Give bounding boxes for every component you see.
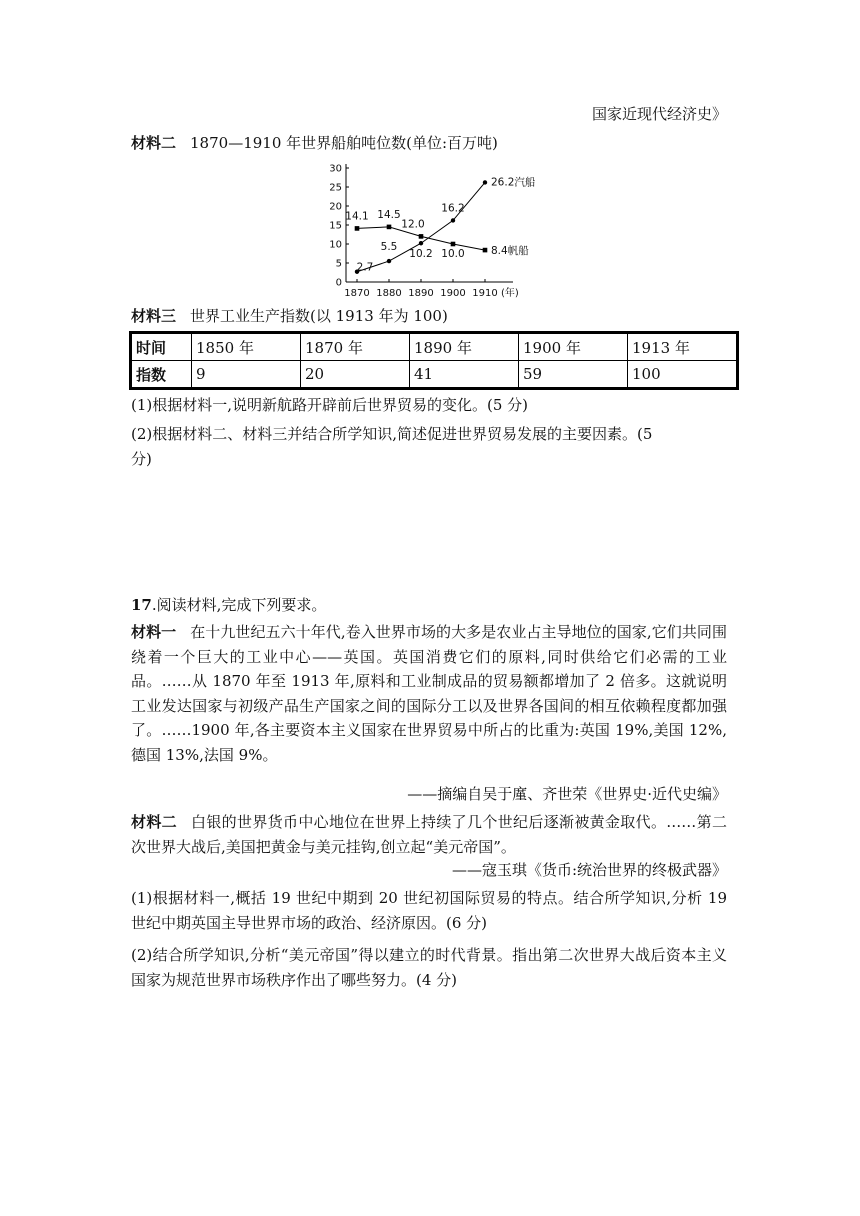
q17-part2: (2)结合所学知识,分析“美元帝国”得以建立的时代背景。指出第二次世界大战后资本主义国家为规范世界市场秩序作出了哪些努力。(4 分): [131, 946, 727, 989]
y-tick-label: 30: [329, 163, 342, 175]
data-label: 14.1: [345, 210, 369, 223]
data-label: 10.0: [441, 248, 465, 260]
y-tick-label: 25: [329, 182, 342, 194]
table-cell: 20: [301, 361, 410, 389]
q17-material1-label: 材料一: [131, 623, 177, 641]
q17-part1: (1)根据材料一,概括 19 世纪中期到 20 世纪初国际贸易的特点。结合所学知识,分析 19 世纪中期英国主导世界市场的政治、经济原因。(6 分): [131, 889, 727, 932]
table-row: [131, 333, 738, 361]
q16-part2-line1: (2)根据材料二、材料三并结合所学知识,简述促进世界贸易发展的主要因素。(5: [131, 425, 653, 443]
data-point: [355, 226, 360, 231]
chart-series: [345, 175, 536, 274]
data-point: [419, 241, 423, 245]
table-cell: 100: [628, 361, 738, 389]
q17-material2: [131, 810, 727, 859]
material3-heading: [131, 304, 448, 328]
table-cell: 1900 年: [519, 333, 628, 361]
data-point: [387, 225, 392, 230]
data-label: 16.2: [441, 202, 465, 215]
data-point: [451, 218, 455, 222]
q17-material1-text: 在十九世纪五六十年代,卷入世界市场的大多是农业占主导地位的国家,它们共同围绕着一个巨大的工业中心——英国。英国消费它们的原料,同时供给它们必需的工业品。……从 1870 年至 1913 年,原料和工业制成品的贸易额都增加了 2 倍多。这就说明工业发达国家与初级产品生产国家之间的国际分工以及世界各国间的相互依赖程度都加强了。……1900 年,各主要资本主义国家在世界贸易中所占的比重为:英国 19%,美国 12%,德国 13%,法国 9%。: [131, 623, 727, 764]
x-tick-label: 1880: [376, 288, 402, 299]
q16-part2-line2: 分): [131, 450, 152, 468]
material3-label: 材料三: [131, 307, 177, 325]
x-tick-label: 1900: [440, 288, 466, 299]
y-tick-label: 20: [329, 201, 342, 213]
y-tick-label: 0: [335, 277, 342, 289]
q17-number: 17: [131, 596, 152, 614]
data-label: 10.2: [409, 248, 433, 261]
data-point: [483, 248, 488, 253]
table-cell: 41: [410, 361, 519, 389]
q17-intro: .阅读材料,完成下列要求。: [151, 596, 327, 614]
data-label: 14.5: [377, 208, 401, 221]
material2-title: 1870—1910 年世界船舶吨位数(单位:百万吨): [190, 134, 498, 152]
ship-tonnage-chart: [320, 155, 550, 305]
table-header-time: 时间: [131, 333, 192, 361]
y-tick-label: 10: [329, 239, 342, 251]
data-point: [451, 242, 456, 247]
y-tick-label: 5: [335, 258, 342, 270]
q17-material2-label: 材料二: [131, 813, 177, 831]
table-cell: 1913 年: [628, 333, 738, 361]
q17-heading: [131, 593, 326, 617]
data-label: 12.0: [401, 218, 425, 231]
table-cell: 9: [192, 361, 301, 389]
y-tick-label: 15: [329, 220, 342, 232]
table-cell: 1850 年: [192, 333, 301, 361]
q17-material2-text: 白银的世界货币中心地位在世界上持续了几个世纪后逐渐被黄金取代。……第二次世界大战后,美国把黄金与美元挂钩,创立起“美元帝国”。: [131, 813, 727, 856]
table-cell: 1890 年: [410, 333, 519, 361]
data-label: 8.4帆船: [491, 245, 529, 258]
data-label: 2.7: [356, 261, 374, 274]
material2-heading: [131, 131, 498, 155]
q17-material1: [131, 620, 727, 767]
data-label: 26.2汽船: [491, 176, 536, 189]
table-cell: 1870 年: [301, 333, 410, 361]
industrial-index-table: [129, 331, 739, 390]
q16-part1: (1)根据材料一,说明新航路开辟前后世界贸易的变化。(5 分): [131, 396, 529, 414]
source-fragment: 国家近现代经济史》: [591, 105, 727, 123]
q17-material2-source: ——寇玉琪《货币:统治世界的终极武器》: [451, 861, 727, 879]
q17-material1-source: ——摘编自吴于廑、齐世荣《世界史·近代史编》: [407, 785, 727, 803]
material2-label: 材料二: [131, 134, 177, 152]
material3-title: 世界工业生产指数(以 1913 年为 100): [190, 307, 448, 325]
x-unit-label: (年): [501, 288, 519, 299]
table-header-index: 指数: [131, 361, 192, 389]
data-point: [387, 259, 391, 263]
data-point: [419, 234, 424, 239]
data-label: 5.5: [380, 241, 398, 254]
x-tick-label: 1890: [408, 288, 434, 299]
x-tick-label: 1870: [344, 288, 370, 299]
x-tick-label: 1910: [472, 288, 498, 299]
table-row: [131, 361, 738, 389]
data-point: [483, 180, 487, 184]
table-cell: 59: [519, 361, 628, 389]
